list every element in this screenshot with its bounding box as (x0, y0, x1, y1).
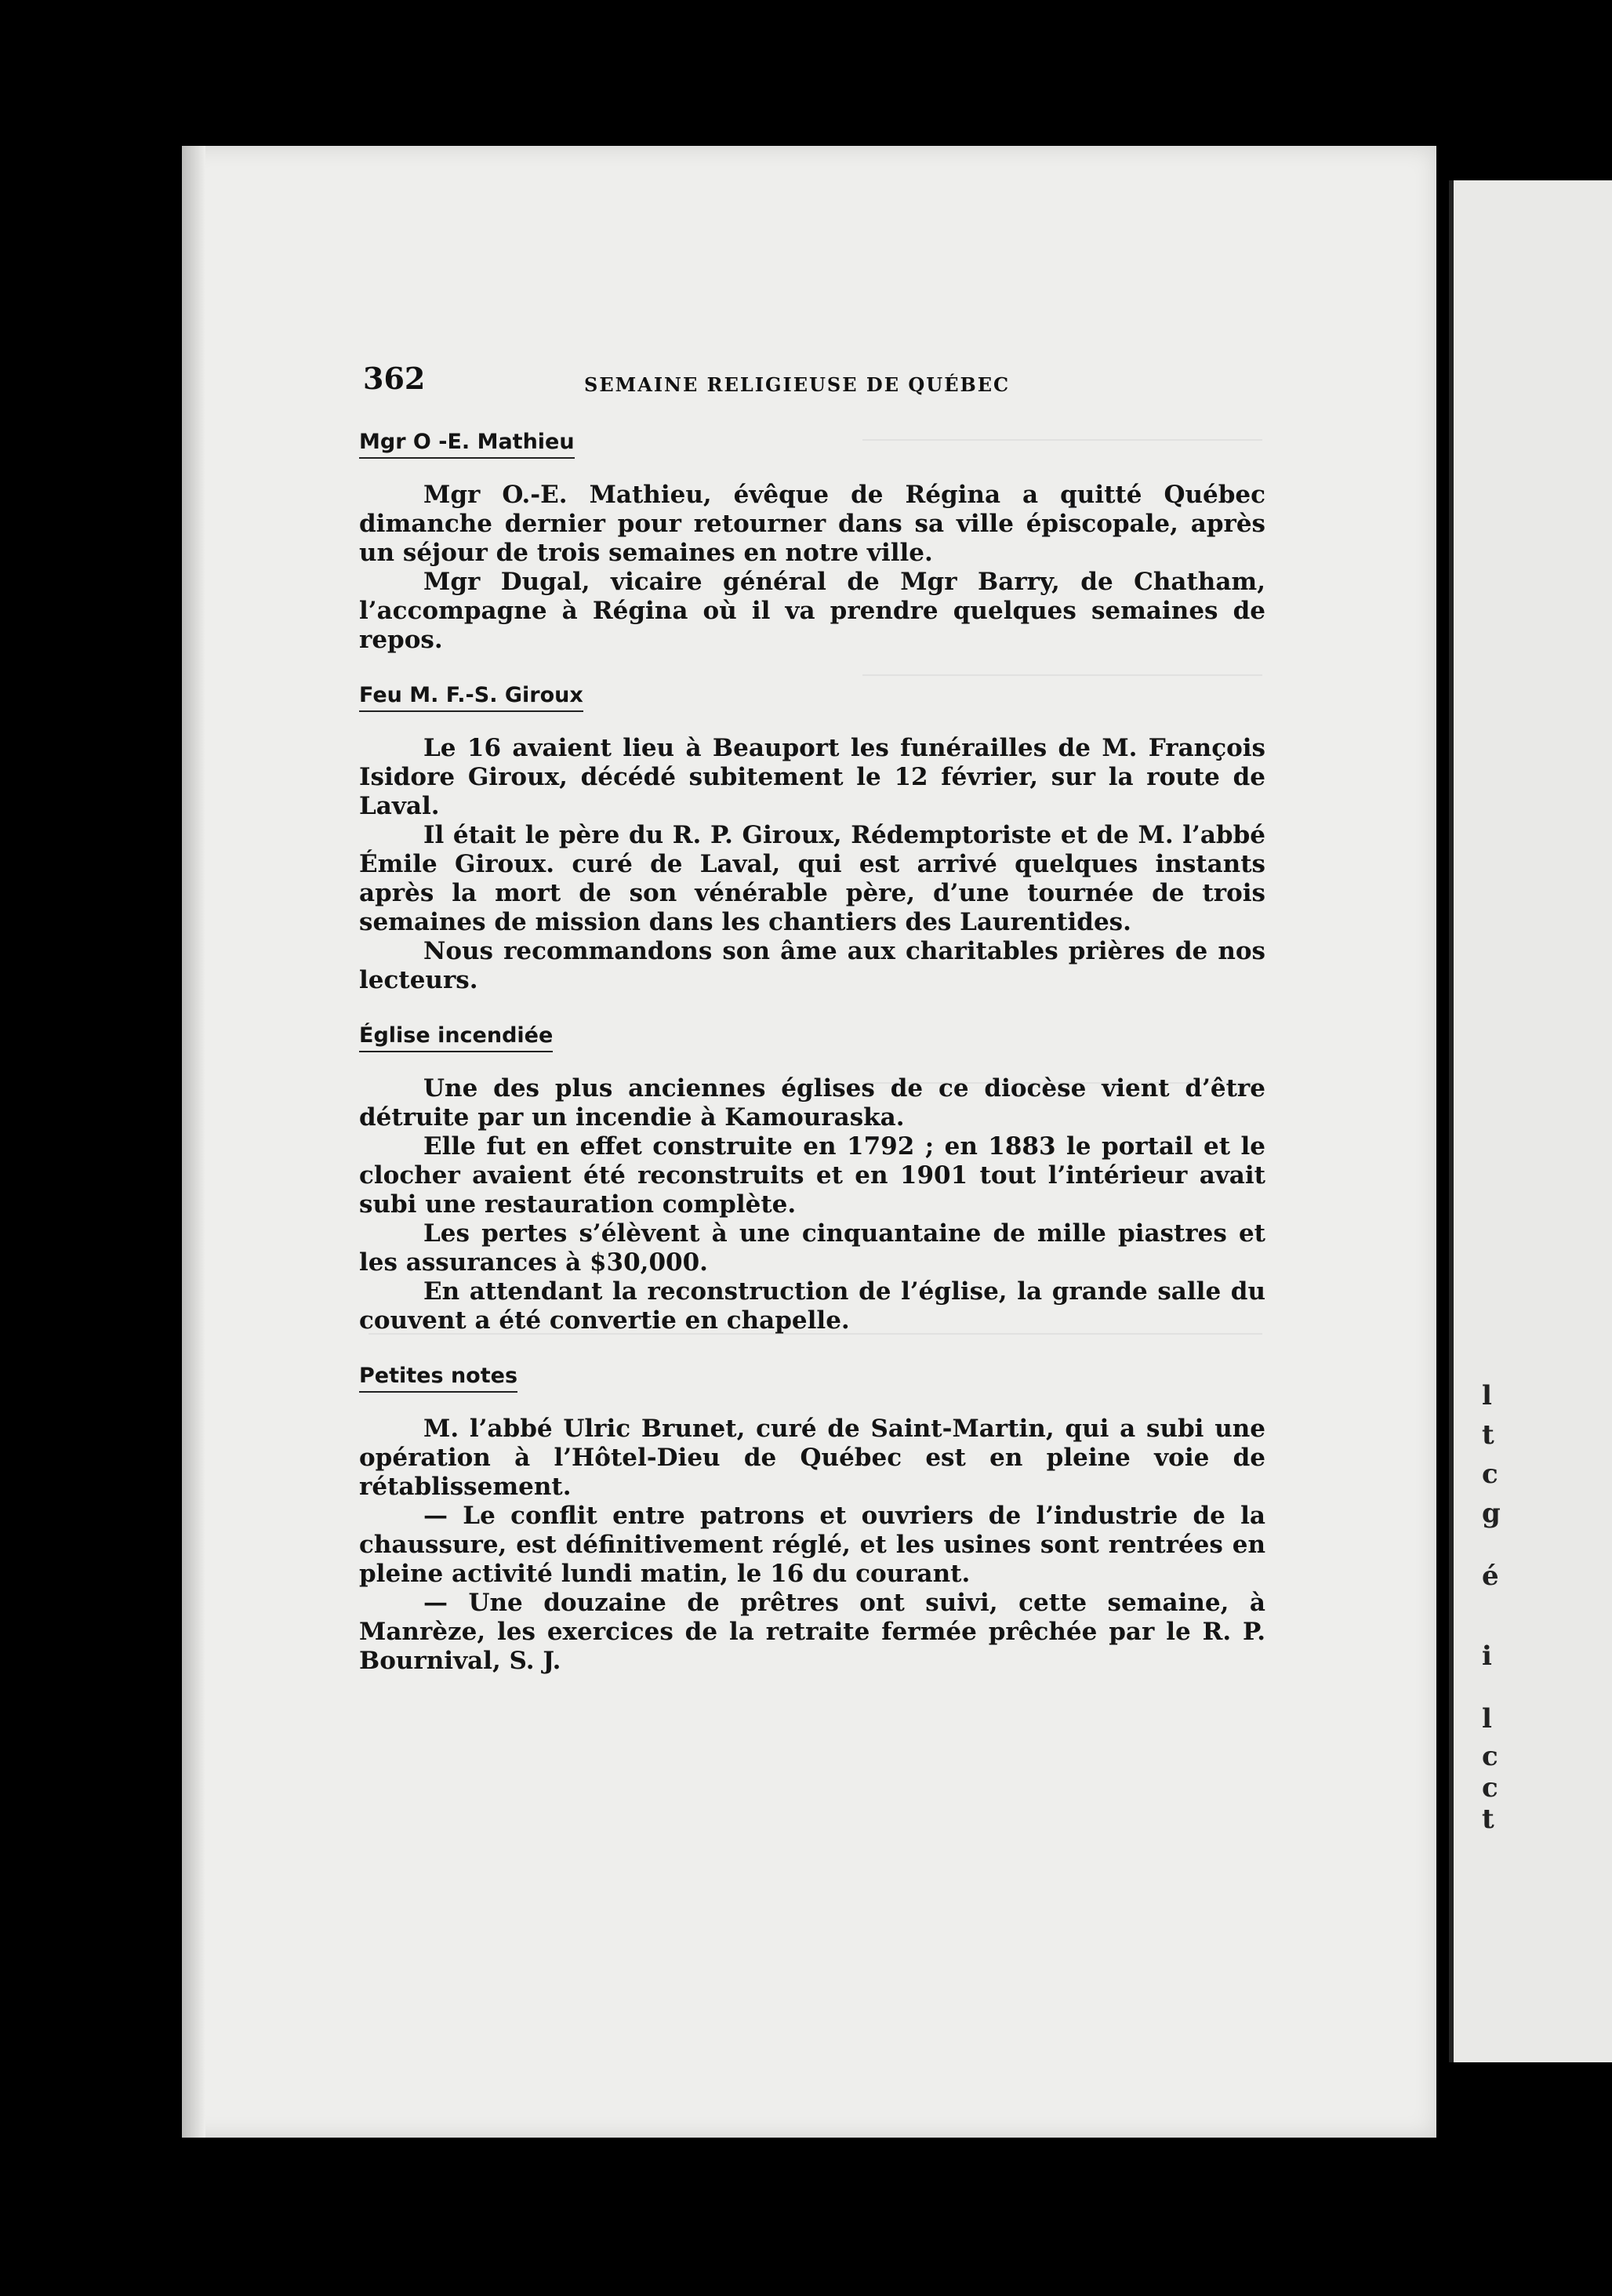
paragraph: — Le conflit entre patrons et ouvriers de l’industrie de la chaussure, est définitivement réglé, et les usines sont rentrées en pleine activité lundi matin, le 16 du courant. (359, 1502, 1265, 1588)
adjacent-page-fragment: é (1482, 1560, 1499, 1592)
adjacent-page-fragment: c (1482, 1741, 1498, 1772)
section-title: Mgr O -E. Mathieu (359, 430, 575, 459)
paragraph: — Une douzaine de prêtres ont suivi, cette semaine, à Manrèze, les exercices de la retraite fermée prêchée par le R. P. Bournival, S. J. (359, 1589, 1265, 1675)
adjacent-page-fragment: i (1482, 1640, 1492, 1672)
adjacent-page-edge (1449, 180, 1612, 2062)
section-mathieu (359, 430, 1265, 655)
section-eglise-incendiee (359, 1023, 1265, 1335)
section-title: Église incendiée (359, 1023, 553, 1052)
binding-shadow (182, 146, 205, 2138)
paragraph: Une des plus anciennes églises de ce diocèse vient d’être détruite par un incendie à Kamouraska. (359, 1074, 1265, 1132)
adjacent-page-fragment: t (1482, 1804, 1494, 1835)
section-petites-notes (359, 1364, 1265, 1676)
paragraph: Les pertes s’élèvent à une cinquantaine de mille piastres et les assurances à $30,000. (359, 1219, 1265, 1277)
running-head: SEMAINE RELIGIEUSE DE QUÉBEC (584, 373, 1011, 396)
paragraph: M. l’abbé Ulric Brunet, curé de Saint-Martin, qui a subi une opération à l’Hôtel-Dieu de Québec est en pleine voie de rétablissement. (359, 1415, 1265, 1501)
section-title: Petites notes (359, 1364, 517, 1393)
paragraph: Nous recommandons son âme aux charitables prières de nos lecteurs. (359, 937, 1265, 994)
paragraph: Elle fut en effet construite en 1792 ; en 1883 le portail et le clocher avaient été reconstruits et en 1901 tout l’intérieur avait subi une restauration complète. (359, 1132, 1265, 1219)
section-giroux (359, 683, 1265, 995)
adjacent-page-fragment: l (1482, 1703, 1492, 1735)
adjacent-page-fragment: l (1482, 1380, 1492, 1411)
paragraph: Il était le père du R. P. Giroux, Rédemptoriste et de M. l’abbé Émile Giroux. curé de Laval, qui est arrivé quelques instants après la mort de son vénérable père, d’une tournée de trois semaines de mission dans les chantiers des Laurentides. (359, 821, 1265, 936)
adjacent-page-fragment: g (1482, 1498, 1501, 1529)
paragraph: Mgr O.-E. Mathieu, évêque de Régina a quitté Québec dimanche dernier pour retourner dans sa ville épiscopale, après un séjour de trois semaines en notre ville. (359, 481, 1265, 567)
paragraph: Mgr Dugal, vicaire général de Mgr Barry, de Chatham, l’accompagne à Régina où il va prendre quelques semaines de repos. (359, 568, 1265, 654)
adjacent-page-fragment: c (1482, 1772, 1498, 1804)
section-title: Feu M. F.-S. Giroux (359, 683, 583, 712)
page-number: 362 (363, 361, 426, 396)
paragraph: En attendant la reconstruction de l’église, la grande salle du couvent a été convertie en chapelle. (359, 1277, 1265, 1335)
adjacent-page-fragment: c (1482, 1459, 1498, 1490)
article-column (359, 430, 1265, 1704)
adjacent-page-fragment: t (1482, 1419, 1494, 1451)
paragraph: Le 16 avaient lieu à Beauport les funérailles de M. François Isidore Giroux, décédé subitement le 12 février, sur la route de Laval. (359, 734, 1265, 820)
